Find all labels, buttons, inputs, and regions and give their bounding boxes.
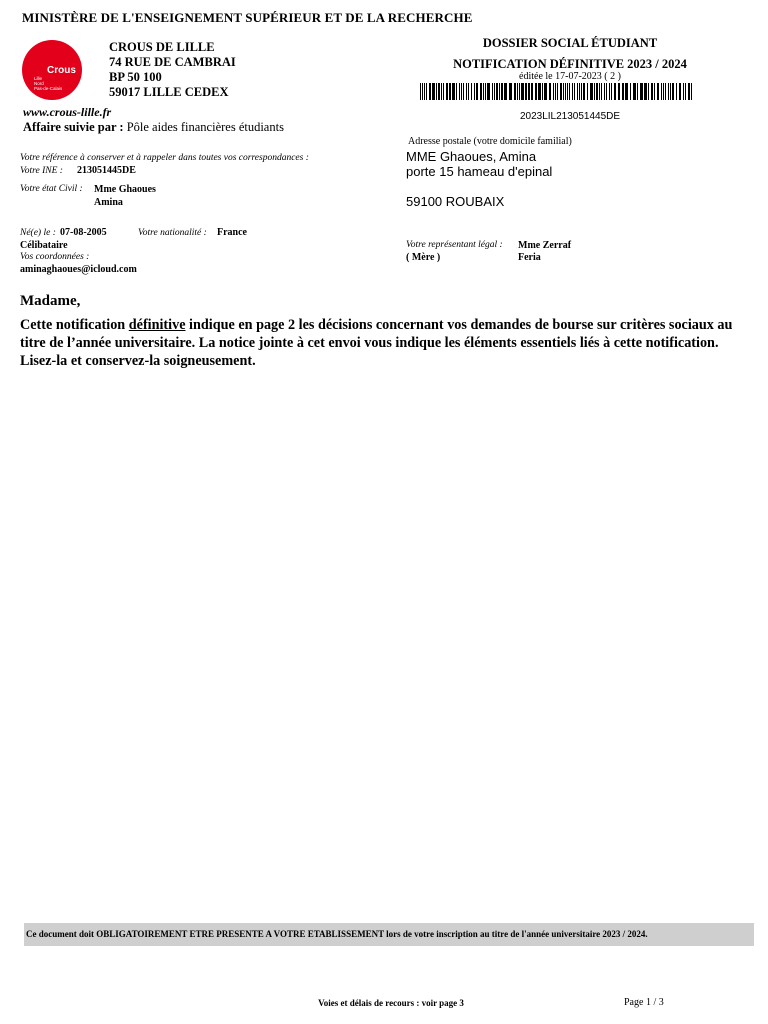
recipient-city: 59100 ROUBAIX	[406, 194, 505, 209]
barcode-text: 2023LIL213051445DE	[519, 111, 621, 122]
appeal-info: Voies et délais de recours : voir page 3	[318, 998, 464, 1008]
legal-representative-label: Votre représentant légal :	[406, 240, 503, 250]
page-number: Page 1 / 3	[624, 997, 664, 1008]
dossier-title: DOSSIER SOCIAL ÉTUDIANT	[482, 36, 658, 50]
legal-representative-line1: Mme Zerraf	[518, 240, 572, 251]
crous-address-line: 74 RUE DE CAMBRAI	[109, 55, 236, 69]
footer-banner-text: Ce document doit OBLIGATOIREMENT ETRE PRESENTE A VOTRE ETABLISSEMENT lors de votre inscription au titre de l'année universitaire 2023 / 2024.	[26, 929, 648, 939]
recipient-street: porte 15 hameau d'epinal	[406, 164, 553, 179]
body-underlined: définitive	[128, 317, 186, 333]
edition-date: éditée le 17-07-2023 ( 2 )	[519, 71, 621, 82]
ministry-heading: MINISTÈRE DE L'ENSEIGNEMENT SUPÉRIEUR ET DE LA RECHERCHE	[22, 10, 473, 25]
salutation: Madame,	[20, 293, 81, 309]
crous-logo	[20, 40, 84, 100]
notification-body	[20, 316, 750, 370]
crous-address-line: CROUS DE LILLE	[109, 40, 215, 54]
email-address: aminaghaoues@icloud.com	[20, 264, 137, 275]
nationality-value: France	[217, 227, 247, 238]
contact-label: Vos coordonnées :	[20, 252, 90, 262]
ine-label: Votre INE :	[20, 166, 63, 176]
logo-line3: Pas-de-Calais	[34, 86, 63, 91]
marital-status: Célibataire	[20, 240, 68, 251]
legal-representative-line2: Feria	[518, 252, 541, 263]
logo-line1: Lille	[34, 76, 43, 81]
postal-address-label: Adresse postale (votre domicile familial)	[408, 136, 572, 147]
affaire-label: Affaire suivie par :	[23, 120, 124, 134]
civil-status-line1: Mme Ghaoues	[94, 184, 156, 195]
nationality-label: Votre nationalité :	[138, 228, 207, 238]
body-part1: Cette notification	[20, 317, 129, 333]
ine-value: 213051445DE	[77, 165, 136, 176]
reference-label: Votre référence à conserver et à rappeler dans toutes vos correspondances :	[20, 153, 309, 163]
logo-line2: Nord	[34, 81, 44, 86]
body-part2: indique en page 2 les décisions concernant vos demandes de bourse sur critères sociaux au titre de l’année universitaire. La notice jointe à cet envoi vous indique les éléments essentiels liés à cette notification. Lisez-la et conservez-la soigneusement.	[20, 317, 733, 369]
affaire-value: Pôle aides financières étudiants	[126, 120, 284, 134]
crous-address-line: 59017 LILLE CEDEX	[109, 85, 229, 99]
notification-title: NOTIFICATION DÉFINITIVE 2023 / 2024	[453, 57, 687, 71]
civil-status-line2: Amina	[94, 197, 123, 208]
legal-representative-relation: ( Mère )	[406, 252, 441, 263]
birth-date-label: Né(e) le :	[20, 228, 56, 238]
website-link[interactable]: www.crous-lille.fr	[23, 105, 112, 119]
recipient-name: MME Ghaoues, Amina	[406, 149, 537, 164]
barcode	[420, 83, 694, 100]
crous-address	[109, 40, 236, 100]
logo-brand: Crous	[47, 65, 76, 76]
birth-date-value: 07-08-2005	[60, 227, 107, 238]
civil-status-label: Votre état Civil :	[20, 184, 83, 194]
affaire-suivie	[23, 120, 284, 135]
crous-address-line: BP 50 100	[109, 70, 162, 84]
